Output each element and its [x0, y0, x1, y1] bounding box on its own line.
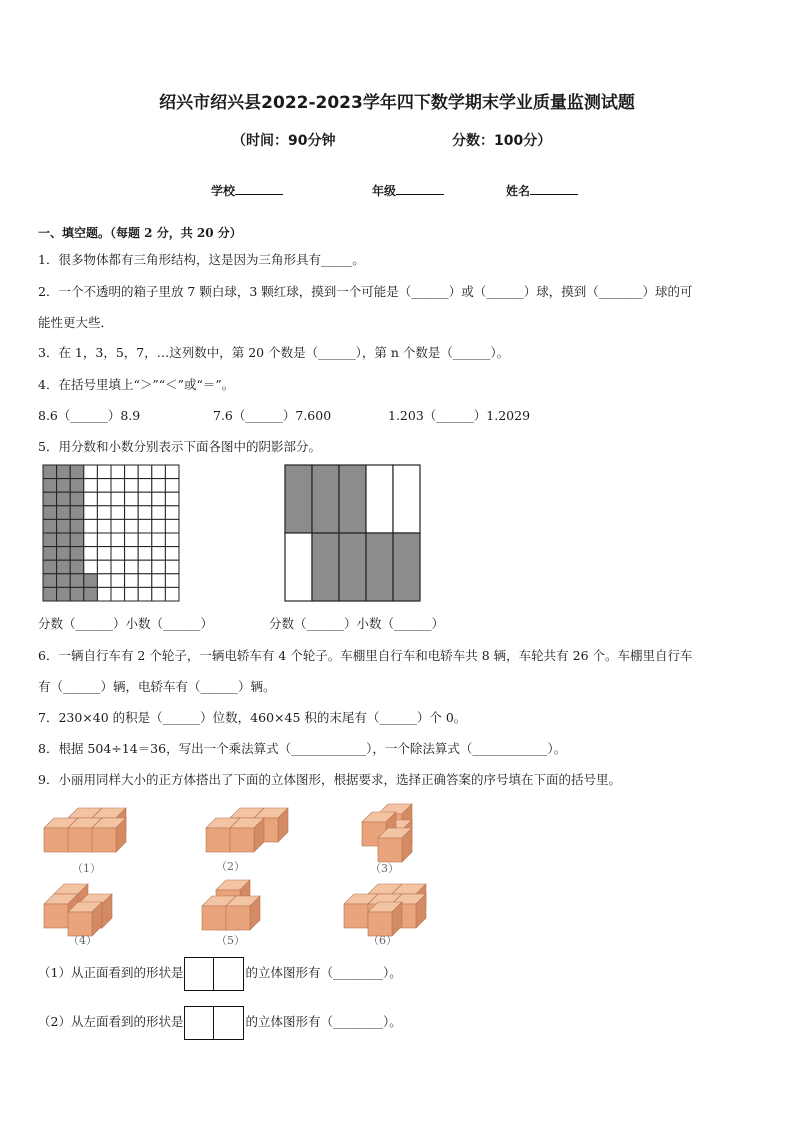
question-9-sub1 — [38, 954, 402, 992]
grid-cell — [125, 479, 139, 493]
grid-cell — [84, 533, 98, 547]
compare-item-2: 7.6（______）7.600 — [213, 408, 332, 423]
question-8: 8．根据 504÷14＝36，写出一个乘法算式（____________），一个除法算式（____________）。 — [38, 741, 567, 756]
grid-cell — [111, 574, 125, 588]
q5-answer-left: 分数（______）小数（______） — [38, 616, 214, 631]
grid-cell — [84, 587, 98, 601]
grid-cell — [97, 533, 111, 547]
grid-cell — [57, 560, 71, 574]
q9-sub2-prefix: （2）从左面看到的形状是 — [38, 1014, 184, 1029]
grid-cell — [152, 492, 166, 506]
grid-cell — [43, 574, 57, 588]
figure-label-6: （6） — [368, 934, 397, 947]
figure-2 — [206, 808, 288, 873]
grid-cell — [84, 465, 98, 479]
grid-cell — [70, 574, 84, 588]
figure-5 — [202, 880, 260, 947]
question-3: 3．在 1，3，5，7，…这列数中，第 20 个数是（______），第 n 个数是（______）。 — [38, 345, 510, 360]
grid-cell — [57, 506, 71, 520]
grid-cell — [152, 519, 166, 533]
grid-cell — [111, 560, 125, 574]
grid-cell — [165, 479, 179, 493]
grid-cell — [57, 519, 71, 533]
grid-cell — [138, 587, 152, 601]
grid-cell — [84, 492, 98, 506]
grid-cell — [84, 547, 98, 561]
grid-cell — [125, 560, 139, 574]
q9-sub2-suffix: 的立体图形有（________）。 — [245, 1014, 402, 1029]
grid-cell — [97, 560, 111, 574]
grid-cell — [70, 533, 84, 547]
grid-cell — [57, 492, 71, 506]
grid-cell — [165, 506, 179, 520]
strip-cell — [366, 533, 393, 601]
grid-cell — [111, 533, 125, 547]
question-2-line1: 2．一个不透明的箱子里放 7 颗白球，3 颗红球，摸到一个可能是（______）或（______）球，摸到（_______）球的可 — [38, 284, 693, 299]
question-5: 5．用分数和小数分别表示下面各图中的阴影部分。 — [38, 439, 321, 454]
grid-cell — [152, 574, 166, 588]
question-1: 1．很多物体都有三角形结构，这是因为三角形具有_____。 — [38, 252, 365, 267]
grid-cell — [43, 587, 57, 601]
grid-cell — [152, 547, 166, 561]
grid-cell — [97, 506, 111, 520]
grid-cell — [43, 465, 57, 479]
grid-cell — [152, 465, 166, 479]
strip-cell — [339, 465, 366, 533]
grid-cell — [70, 465, 84, 479]
q9-sub1-prefix: （1）从正面看到的形状是 — [38, 965, 184, 980]
compare-item-3: 1.203（______）1.2029 — [388, 408, 531, 423]
grid-cell — [111, 506, 125, 520]
grid-cell — [111, 587, 125, 601]
grid-cell — [165, 560, 179, 574]
figure-label-5: （5） — [216, 934, 245, 947]
grid-cell — [57, 547, 71, 561]
grid-cell — [138, 465, 152, 479]
grid-cell — [97, 492, 111, 506]
grid-cell — [125, 547, 139, 561]
grid-cell — [43, 506, 57, 520]
question-2-line2: 能性更大些． — [38, 315, 114, 330]
grid-cell — [70, 506, 84, 520]
grid-cell — [43, 560, 57, 574]
grid-cell — [97, 479, 111, 493]
grid-cell — [84, 479, 98, 493]
grid-cell — [57, 533, 71, 547]
name-label: 姓名 — [506, 184, 531, 198]
figure-label-1: （1） — [72, 862, 101, 875]
strip-figure — [284, 464, 422, 604]
grid-cell — [70, 587, 84, 601]
question-6-line1: 6．一辆自行车有 2 个轮子，一辆电轿车有 4 个轮子。车棚里自行车和电轿车共 8 辆，车轮共有 26 个。车棚里自行车 — [38, 648, 693, 663]
figure-1 — [44, 808, 126, 875]
cube-figures — [30, 800, 460, 956]
grid-cell — [138, 533, 152, 547]
grid-cell — [97, 465, 111, 479]
grid-cell — [125, 506, 139, 520]
school-field — [211, 182, 283, 199]
grid-cell — [84, 506, 98, 520]
grid-cell — [165, 547, 179, 561]
figure-3 — [362, 804, 412, 875]
q5-answer-right: 分数（______）小数（______） — [269, 616, 445, 631]
grid-cell — [111, 519, 125, 533]
grid-cell — [57, 574, 71, 588]
grid-cell — [125, 465, 139, 479]
two-square-shape — [184, 1006, 244, 1040]
name-blank[interactable] — [530, 182, 578, 195]
grid-cell — [165, 519, 179, 533]
figure-label-4: （4） — [68, 934, 97, 947]
grade-blank[interactable] — [396, 182, 444, 195]
compare-item-1: 8.6（______）8.9 — [38, 408, 141, 423]
q9-sub1-suffix: 的立体图形有（________）。 — [245, 965, 402, 980]
two-square-shape — [184, 957, 244, 991]
question-9: 9．小丽用同样大小的正方体搭出了下面的立体图形，根据要求，选择正确答案的序号填在下面的括号里。 — [38, 772, 621, 787]
figure-6 — [344, 884, 426, 947]
grid-cell — [165, 587, 179, 601]
score-label: 分数：100分） — [452, 133, 552, 149]
page-title: 绍兴市绍兴县2022-2023学年四下数学期末学业质量监测试题 — [159, 93, 635, 113]
grid-cell — [111, 479, 125, 493]
grid-cell — [152, 587, 166, 601]
strip-cell — [312, 465, 339, 533]
figure-label-2: （2） — [216, 860, 245, 873]
grid-cell — [84, 519, 98, 533]
grid-cell — [165, 465, 179, 479]
grid-cell — [97, 547, 111, 561]
grid-cell — [138, 547, 152, 561]
grid-cell — [138, 519, 152, 533]
strip-cell — [285, 465, 312, 533]
grid-cell — [43, 479, 57, 493]
question-9-sub2 — [38, 1003, 402, 1041]
grid-cell — [70, 519, 84, 533]
grade-field — [372, 182, 444, 199]
grid-cell — [125, 587, 139, 601]
grid-cell — [152, 479, 166, 493]
grid-cell — [138, 574, 152, 588]
grid-cell — [152, 560, 166, 574]
grid-cell — [70, 560, 84, 574]
grid-cell — [70, 547, 84, 561]
question-6-line2: 有（______）辆，电轿车有（______）辆。 — [38, 679, 276, 694]
grid-cell — [165, 492, 179, 506]
grid-cell — [84, 560, 98, 574]
grid-cell — [125, 492, 139, 506]
grid-cell — [152, 533, 166, 547]
question-7: 7．230×40 的积是（______）位数，460×45 积的末尾有（______）个 0。 — [38, 710, 467, 725]
figure-4 — [44, 884, 112, 947]
grid-cell — [57, 465, 71, 479]
grade-label: 年级 — [372, 184, 397, 198]
strip-cell — [366, 465, 393, 533]
grid-cell — [43, 519, 57, 533]
school-blank[interactable] — [235, 182, 283, 195]
grid-cell — [152, 506, 166, 520]
grid-cell — [111, 547, 125, 561]
strip-cell — [393, 533, 420, 601]
strip-cell — [393, 465, 420, 533]
grid-cell — [84, 574, 98, 588]
grid-cell — [125, 533, 139, 547]
strip-cell — [339, 533, 366, 601]
strip-cell — [285, 533, 312, 601]
hundred-grid-figure — [42, 464, 182, 604]
grid-cell — [165, 574, 179, 588]
grid-cell — [97, 574, 111, 588]
grid-cell — [125, 574, 139, 588]
grid-cell — [125, 519, 139, 533]
grid-cell — [43, 492, 57, 506]
school-label: 学校 — [211, 184, 236, 198]
strip-cell — [312, 533, 339, 601]
grid-cell — [57, 479, 71, 493]
grid-cell — [138, 560, 152, 574]
grid-cell — [70, 479, 84, 493]
grid-cell — [97, 587, 111, 601]
name-field — [506, 182, 578, 199]
grid-cell — [138, 506, 152, 520]
grid-cell — [70, 492, 84, 506]
grid-cell — [97, 519, 111, 533]
grid-cell — [138, 479, 152, 493]
time-label: （时间：90分钟 — [232, 133, 336, 149]
grid-cell — [138, 492, 152, 506]
grid-cell — [43, 547, 57, 561]
question-4: 4．在括号里填上“＞”“＜”或“＝”。 — [38, 377, 235, 392]
grid-cell — [111, 465, 125, 479]
grid-cell — [165, 533, 179, 547]
section-heading: 一、填空题。（每题 2 分，共 20 分） — [38, 226, 242, 240]
grid-cell — [57, 587, 71, 601]
figure-label-3: （3） — [370, 862, 399, 875]
grid-cell — [111, 492, 125, 506]
grid-cell — [43, 533, 57, 547]
